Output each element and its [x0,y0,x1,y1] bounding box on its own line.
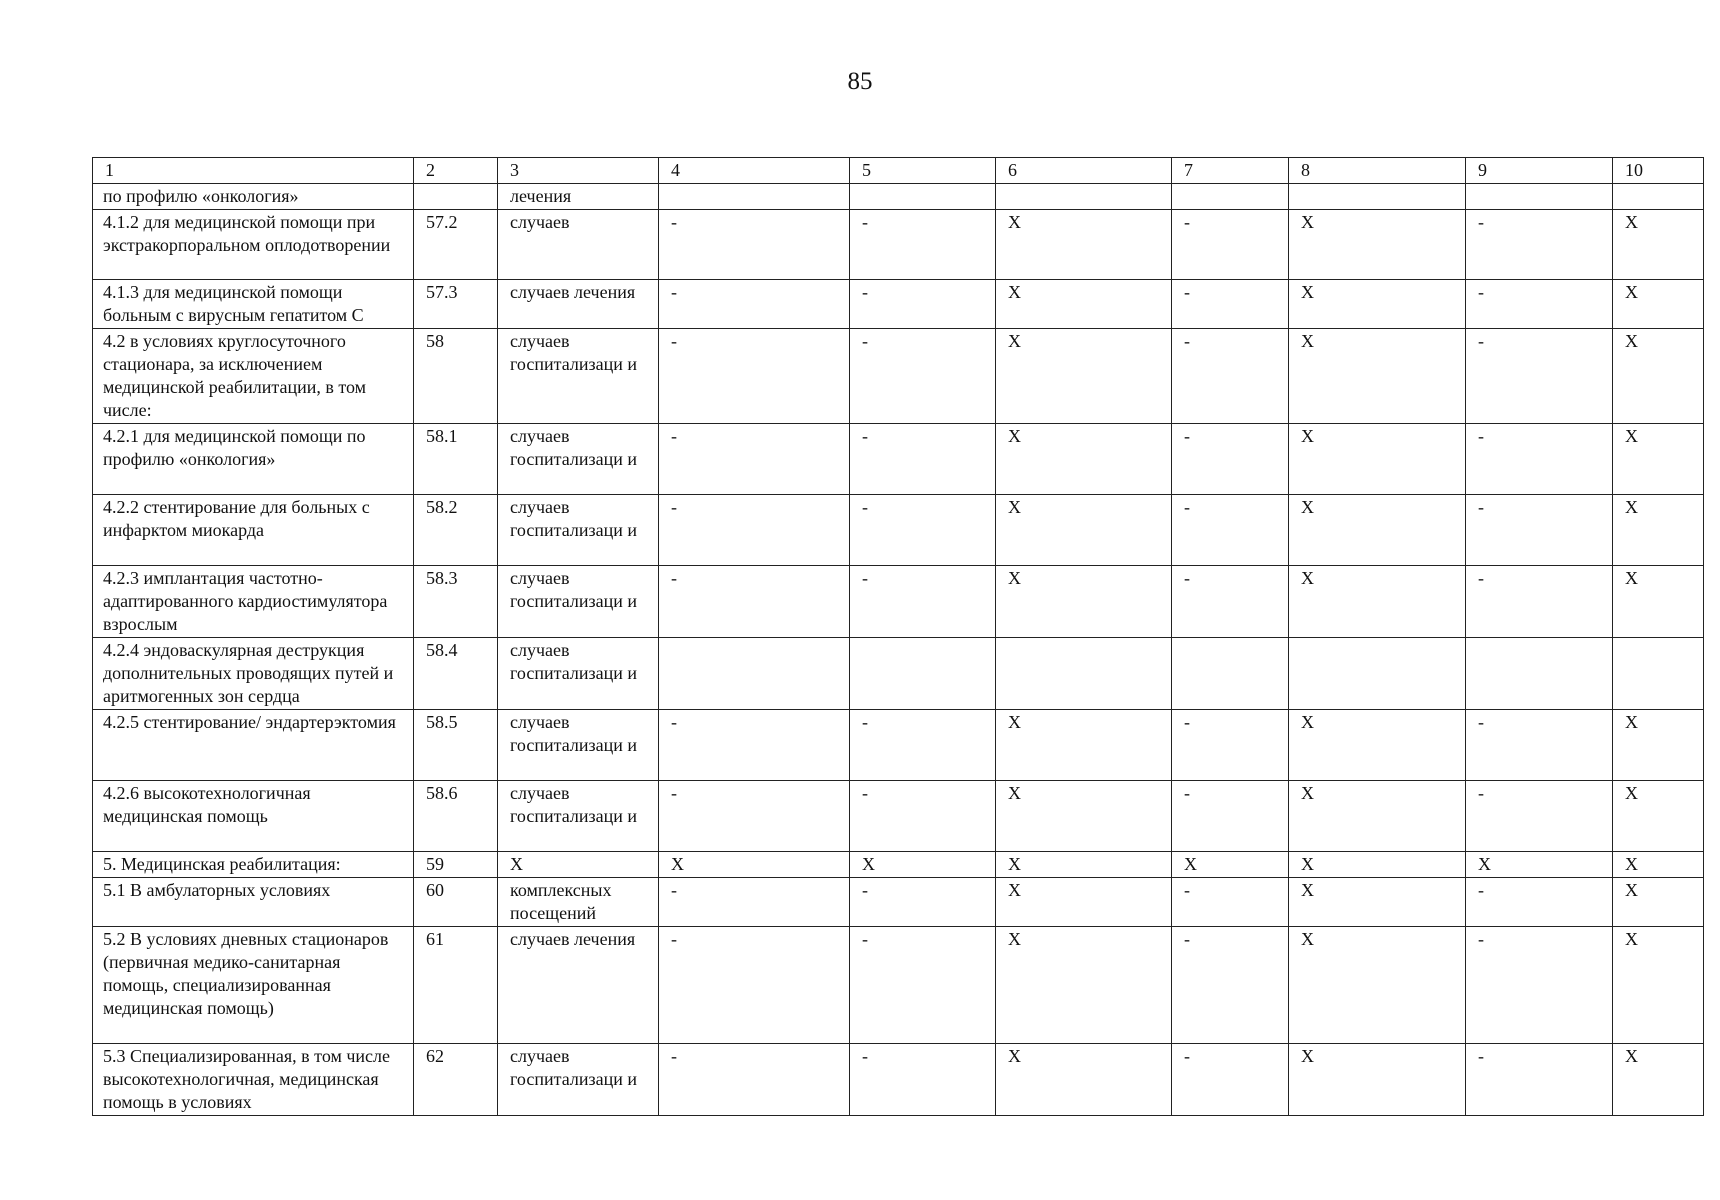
table-cell: - [1466,781,1613,852]
table-cell: X [1613,280,1704,329]
table-cell: X [996,878,1172,927]
row-code-cell: 57.2 [414,210,498,280]
table-cell: - [1466,495,1613,566]
table-cell: - [659,329,850,424]
table-cell: X [1289,424,1466,495]
row-code-cell: 58.3 [414,566,498,638]
row-label-cell: 5.3 Специализированная, в том числе высокотехнологичная, медицинская помощь в условиях [93,1044,414,1116]
table-cell: - [850,280,996,329]
table-cell: X [1289,878,1466,927]
row-code-cell [414,184,498,210]
table-cell: X [1466,852,1613,878]
table-cell: X [1172,852,1289,878]
row-label-cell: по профилю «онкология» [93,184,414,210]
row-unit-cell: случаев лечения [498,927,659,1044]
table-cell [1172,184,1289,210]
table-cell: X [996,210,1172,280]
table-cell [1466,638,1613,710]
row-label-cell: 4.2 в условиях круглосуточного стационара, за исключением медицинской реабилитации, в том числе: [93,329,414,424]
table-cell: - [1172,927,1289,1044]
table-cell: - [659,710,850,781]
table-cell: - [1172,329,1289,424]
table-row [93,210,1704,280]
table-cell: X [659,852,850,878]
table-cell: - [850,329,996,424]
table-cell: X [996,710,1172,781]
table-cell: X [850,852,996,878]
table-cell: - [659,495,850,566]
row-code-cell: 58.2 [414,495,498,566]
table-cell: X [1613,878,1704,927]
row-unit-cell: случаев госпитализаци и [498,638,659,710]
row-label-cell: 5. Медицинская реабилитация: [93,852,414,878]
table-cell [996,184,1172,210]
row-unit-cell: X [498,852,659,878]
table-cell: - [850,878,996,927]
row-unit-cell: комплексных посещений [498,878,659,927]
table-cell: - [659,878,850,927]
table-cell: X [1289,280,1466,329]
table-cell: X [1289,329,1466,424]
table-row [93,927,1704,1044]
table-cell: X [1613,852,1704,878]
table-cell: - [850,927,996,1044]
table-cell: X [1613,1044,1704,1116]
header-cell: 1 [93,158,414,184]
row-code-cell: 61 [414,927,498,1044]
table-cell: - [1172,566,1289,638]
header-cell: 4 [659,158,850,184]
table-cell [659,184,850,210]
table-cell: X [996,329,1172,424]
table-cell [1289,638,1466,710]
header-cell: 9 [1466,158,1613,184]
table-cell: X [1289,852,1466,878]
table-row [93,329,1704,424]
row-code-cell: 58.5 [414,710,498,781]
row-unit-cell: случаев лечения [498,280,659,329]
table-row [93,878,1704,927]
row-unit-cell: случаев госпитализаци и [498,424,659,495]
row-label-cell: 4.1.3 для медицинской помощи больным с вирусным гепатитом С [93,280,414,329]
table-cell: - [850,210,996,280]
table-cell: - [659,1044,850,1116]
table-cell: - [659,424,850,495]
table-cell: - [1172,781,1289,852]
table-row [93,852,1704,878]
table-cell: - [659,210,850,280]
table-cell [1289,184,1466,210]
table-row [93,1044,1704,1116]
row-unit-cell: случаев госпитализаци и [498,710,659,781]
row-label-cell: 4.2.2 стентирование для больных с инфарктом миокарда [93,495,414,566]
table-cell [659,638,850,710]
table-cell: - [850,424,996,495]
table-cell: X [1613,495,1704,566]
table-cell: X [1613,781,1704,852]
row-unit-cell: случаев госпитализаци и [498,1044,659,1116]
row-label-cell: 5.1 В амбулаторных условиях [93,878,414,927]
table-cell: - [1172,210,1289,280]
table-row [93,638,1704,710]
table-cell: - [1172,424,1289,495]
header-cell: 5 [850,158,996,184]
table-cell [850,184,996,210]
header-cell: 3 [498,158,659,184]
table-cell: - [659,566,850,638]
row-unit-cell: случаев госпитализаци и [498,495,659,566]
table-cell: X [996,852,1172,878]
table-header-row [93,158,1704,184]
row-label-cell: 4.2.3 имплантация частотно-адаптированного кардиостимулятора взрослым [93,566,414,638]
table-cell: X [1613,710,1704,781]
table-cell: - [1466,878,1613,927]
table-cell: X [1613,424,1704,495]
table-cell [850,638,996,710]
table-cell: - [1466,566,1613,638]
table-cell: - [1466,329,1613,424]
table-cell [1613,638,1704,710]
row-unit-cell: лечения [498,184,659,210]
table-row [93,424,1704,495]
table-cell: - [1466,424,1613,495]
table-cell: X [996,495,1172,566]
table-cell: - [850,495,996,566]
header-cell: 7 [1172,158,1289,184]
table-row [93,184,1704,210]
table-cell [1172,638,1289,710]
row-unit-cell: случаев [498,210,659,280]
table-cell [1613,184,1704,210]
table-cell: X [996,280,1172,329]
table-cell: - [1466,927,1613,1044]
row-code-cell: 62 [414,1044,498,1116]
table-cell: - [1172,280,1289,329]
header-cell: 8 [1289,158,1466,184]
table-cell: - [659,781,850,852]
row-label-cell: 4.2.5 стентирование/ эндартерэктомия [93,710,414,781]
table-cell: - [659,280,850,329]
header-cell: 10 [1613,158,1704,184]
page-number: 85 [847,68,873,95]
header-cell: 2 [414,158,498,184]
table-row [93,566,1704,638]
row-unit-cell: случаев госпитализаци и [498,566,659,638]
table-cell: X [1613,329,1704,424]
table-cell: - [659,927,850,1044]
row-label-cell: 4.2.1 для медицинской помощи по профилю «онкология» [93,424,414,495]
table-cell: X [996,1044,1172,1116]
table-row [93,280,1704,329]
table-cell: X [1289,927,1466,1044]
row-code-cell: 58 [414,329,498,424]
table-cell: X [1289,495,1466,566]
table-cell: - [850,1044,996,1116]
table-cell [996,638,1172,710]
table-cell: X [996,927,1172,1044]
table-cell: - [1466,210,1613,280]
row-code-cell: 58.4 [414,638,498,710]
header-cell: 6 [996,158,1172,184]
row-label-cell: 4.2.6 высокотехнологичная медицинская помощь [93,781,414,852]
table-cell: X [1289,710,1466,781]
data-table [92,157,1704,1116]
table-cell: - [850,566,996,638]
table-cell: - [1466,710,1613,781]
table-cell: - [1172,1044,1289,1116]
table-cell: X [996,424,1172,495]
table-cell: X [996,566,1172,638]
row-label-cell: 4.1.2 для медицинской помощи при экстракорпоральном оплодотворении [93,210,414,280]
table-cell: - [1172,878,1289,927]
table-cell [1466,184,1613,210]
table-row [93,495,1704,566]
table-cell: X [1289,566,1466,638]
table-cell: - [1466,280,1613,329]
table-row [93,781,1704,852]
row-code-cell: 57.3 [414,280,498,329]
row-label-cell: 5.2 В условиях дневных стационаров (первичная медико-санитарная помощь, специализированная медицинская помощь) [93,927,414,1044]
row-unit-cell: случаев госпитализаци и [498,781,659,852]
table-cell: - [850,710,996,781]
table-cell: X [1613,927,1704,1044]
table-cell: X [1289,210,1466,280]
table-cell: - [850,781,996,852]
row-unit-cell: случаев госпитализаци и [498,329,659,424]
table-cell: X [996,781,1172,852]
table-cell: X [1289,1044,1466,1116]
table-cell: X [1289,781,1466,852]
table-row [93,710,1704,781]
row-code-cell: 58.6 [414,781,498,852]
table-cell: - [1172,495,1289,566]
table-cell: X [1613,566,1704,638]
table-cell: - [1172,710,1289,781]
table-cell: X [1613,210,1704,280]
row-code-cell: 59 [414,852,498,878]
row-code-cell: 60 [414,878,498,927]
row-code-cell: 58.1 [414,424,498,495]
table-cell: - [1466,1044,1613,1116]
row-label-cell: 4.2.4 эндоваскулярная деструкция дополнительных проводящих путей и аритмогенных зон сердца [93,638,414,710]
